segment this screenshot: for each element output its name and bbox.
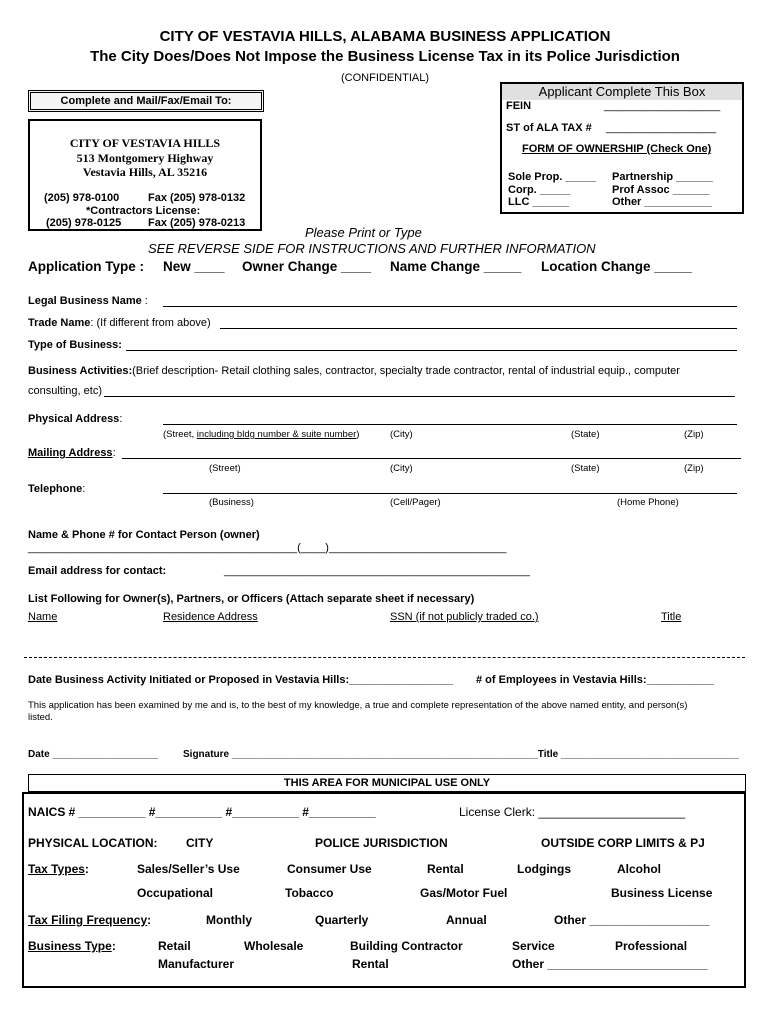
tax-tobacco[interactable]: Tobacco	[285, 886, 334, 900]
ownership-title: FORM OF OWNERSHIP (Check One)	[522, 143, 712, 155]
certification-text: This application has been examined by me and is, to the best of my knowledge, a true and complete representation of the above named entity, and person(s)	[28, 700, 688, 711]
filing-frequency-label	[28, 913, 151, 927]
trade-name-field[interactable]	[220, 328, 737, 329]
owner-ssn-column: SSN (if not publicly traded co.)	[390, 611, 539, 623]
type-building[interactable]: Building Contractor	[350, 939, 463, 953]
filing-monthly[interactable]: Monthly	[206, 913, 252, 927]
mailing-address-field[interactable]	[122, 458, 741, 459]
activities-label	[28, 365, 680, 377]
contact-person-label: Name & Phone # for Contact Person (owner)	[28, 529, 260, 541]
trade-name-note: : (If different from above)	[90, 317, 211, 329]
activities-field[interactable]	[104, 396, 735, 397]
physical-zip-sub: (Zip)	[684, 429, 704, 440]
email-field[interactable]: __________________________________________________	[224, 565, 530, 577]
type-retail[interactable]: Retail	[158, 939, 191, 953]
application-type-label: Application Type :	[28, 259, 145, 274]
business-type-text: Business Type	[28, 939, 112, 953]
confidential-label: (CONFIDENTIAL)	[341, 72, 429, 84]
contractors-fax: Fax (205) 978-0213	[148, 217, 246, 229]
physical-street-sub	[163, 429, 359, 440]
owners-label: List Following for Owner(s), Partners, or Officers (Attach separate sheet if necessary)	[28, 593, 475, 605]
cell-phone-sub: (Cell/Pager)	[390, 497, 441, 508]
location-change-option[interactable]: Location Change _____	[541, 259, 692, 274]
other-ownership-option[interactable]: Other ___________	[612, 196, 712, 208]
owner-name-column: Name	[28, 611, 58, 623]
certification-cont: listed.	[28, 712, 53, 723]
type-manufacturer[interactable]: Manufacturer	[158, 957, 235, 971]
mailing-address-text: Mailing Address	[28, 447, 113, 459]
type-other[interactable]: Other ________________________	[512, 957, 708, 971]
st-tax-field[interactable]: __________________	[606, 122, 717, 134]
city-phone: (205) 978-0100	[44, 192, 120, 204]
legal-name-colon: :	[144, 295, 148, 307]
mailing-address-label: Mailing Address:	[28, 447, 116, 459]
business-phone-sub: (Business)	[209, 497, 254, 508]
activities-note: (Brief description- Retail clothing sales, contractor, specialty trade contractor, rental of industrial equip., computer	[132, 365, 680, 377]
fein-label: FEIN	[506, 100, 532, 112]
tax-types-colon: :	[84, 862, 89, 876]
mailing-state-sub: (State)	[571, 463, 600, 474]
owner-title-column: Title	[661, 611, 682, 623]
trade-name-text: Trade Name	[28, 317, 91, 329]
llc-option[interactable]: LLC ______	[508, 196, 570, 208]
municipal-title: THIS AREA FOR MUNICIPAL USE ONLY	[28, 774, 746, 792]
physical-state-sub: (State)	[571, 429, 600, 440]
tax-business-license[interactable]: Business License	[611, 886, 713, 900]
filing-quarterly[interactable]: Quarterly	[315, 913, 369, 927]
tax-types-text: Tax Types	[28, 862, 85, 876]
type-rental[interactable]: Rental	[352, 957, 389, 971]
physical-address-label: Physical Address:	[28, 413, 123, 425]
trade-name-label	[28, 317, 211, 329]
date-field[interactable]: Date ___________________	[28, 749, 159, 760]
tax-consumer[interactable]: Consumer Use	[287, 862, 372, 876]
email-label: Email address for contact:	[28, 565, 167, 577]
name-change-option[interactable]: Name Change _____	[390, 259, 522, 274]
applicant-box-title: Applicant Complete This Box	[502, 84, 742, 100]
tax-rental[interactable]: Rental	[427, 862, 464, 876]
tax-occupational[interactable]: Occupational	[137, 886, 214, 900]
page-subtitle: The City Does/Does Not Impose the Business License Tax in its Police Jurisdiction	[90, 48, 680, 65]
contractors-label: *Contractors License:	[86, 205, 201, 217]
tax-gas[interactable]: Gas/Motor Fuel	[420, 886, 508, 900]
owner-change-option[interactable]: Owner Change ____	[242, 259, 372, 274]
legal-name-field[interactable]	[163, 306, 737, 307]
prof-assoc-option[interactable]: Prof Assoc ______	[612, 184, 710, 196]
tax-alcohol[interactable]: Alcohol	[617, 862, 661, 876]
mailing-street-sub: (Street)	[209, 463, 241, 474]
physical-street-sub-b: including bldg number & suite number	[196, 429, 357, 440]
mailing-city-sub: (City)	[390, 463, 413, 474]
legal-name-text: Legal Business Name	[28, 295, 142, 307]
signature-title-field[interactable]: Signature _______________________________________________________Title ________________________________	[183, 749, 739, 760]
physical-address-field[interactable]	[163, 424, 737, 425]
contact-person-field[interactable]: ____________________________________________(____)_____________________________	[28, 542, 507, 554]
activities-cont: consulting, etc)	[28, 385, 102, 397]
physical-street-sub-a: (Street,	[163, 429, 197, 440]
activities-text: Business Activities:	[28, 365, 133, 377]
type-of-business-field[interactable]	[126, 350, 737, 351]
location-city[interactable]: CITY	[186, 836, 214, 850]
physical-city-sub: (City)	[390, 429, 413, 440]
filing-other[interactable]: Other __________________	[554, 913, 710, 927]
reverse-instruction: SEE REVERSE SIDE FOR INSTRUCTIONS AND FURTHER INFORMATION	[148, 241, 596, 256]
filing-annual[interactable]: Annual	[446, 913, 487, 927]
physical-address-text: Physical Address	[28, 413, 120, 425]
owner-residence-column: Residence Address	[163, 611, 258, 623]
fein-field[interactable]: ___________________	[604, 100, 721, 112]
filing-frequency-text: Tax Filing Frequency	[28, 913, 148, 927]
mailing-zip-sub: (Zip)	[684, 463, 704, 474]
st-tax-label: ST of ALA TAX #	[506, 122, 592, 134]
city-fax: Fax (205) 978-0132	[148, 192, 246, 204]
home-phone-sub: (Home Phone)	[617, 497, 679, 508]
location-police[interactable]: POLICE JURISDICTION	[315, 836, 448, 850]
legal-name-label	[28, 295, 148, 307]
new-option[interactable]: New ____	[163, 259, 225, 274]
city-citystate: Vestavia Hills, AL 35216	[82, 165, 208, 179]
type-wholesale[interactable]: Wholesale	[244, 939, 304, 953]
contractors-phone: (205) 978-0125	[46, 217, 122, 229]
mail-to-label: Complete and Mail/Fax/Email To:	[28, 90, 264, 112]
license-clerk-field[interactable]: License Clerk: ______________________	[459, 805, 686, 819]
telephone-field[interactable]	[163, 493, 737, 494]
corp-option[interactable]: Corp. _____	[508, 184, 571, 196]
business-type-colon: :	[111, 939, 116, 953]
telephone-label: Telephone:	[28, 483, 86, 495]
employees-field[interactable]: # of Employees in Vestavia Hills:___________	[476, 674, 714, 686]
tax-lodgings[interactable]: Lodgings	[517, 862, 571, 876]
type-professional[interactable]: Professional	[615, 939, 688, 953]
location-outside[interactable]: OUTSIDE CORP LIMITS & PJ	[541, 836, 705, 850]
physical-street-sub-c: )	[356, 429, 360, 440]
tax-types-label	[28, 862, 89, 876]
telephone-text: Telephone	[28, 483, 83, 495]
type-of-business-label: Type of Business:	[28, 339, 122, 351]
physical-location-label: PHYSICAL LOCATION:	[28, 836, 158, 850]
business-type-label	[28, 939, 116, 953]
city-name: CITY OF VESTAVIA HILLS	[69, 136, 221, 150]
owners-divider	[24, 657, 745, 658]
city-street: 513 Montgomery Highway	[76, 151, 214, 165]
partnership-option[interactable]: Partnership ______	[612, 171, 713, 183]
sole-prop-option[interactable]: Sole Prop. _____	[508, 171, 597, 183]
print-instruction: Please Print or Type	[305, 225, 422, 240]
page-title: CITY OF VESTAVIA HILLS, ALABAMA BUSINESS APPLICATION	[159, 28, 611, 45]
naics-field[interactable]: NAICS # __________ #__________ #__________ #__________	[28, 805, 376, 819]
date-initiated-field[interactable]: Date Business Activity Initiated or Proposed in Vestavia Hills:_________________	[28, 674, 454, 686]
filing-frequency-colon: :	[147, 913, 152, 927]
tax-sales[interactable]: Sales/Seller’s Use	[137, 862, 240, 876]
type-service[interactable]: Service	[512, 939, 555, 953]
